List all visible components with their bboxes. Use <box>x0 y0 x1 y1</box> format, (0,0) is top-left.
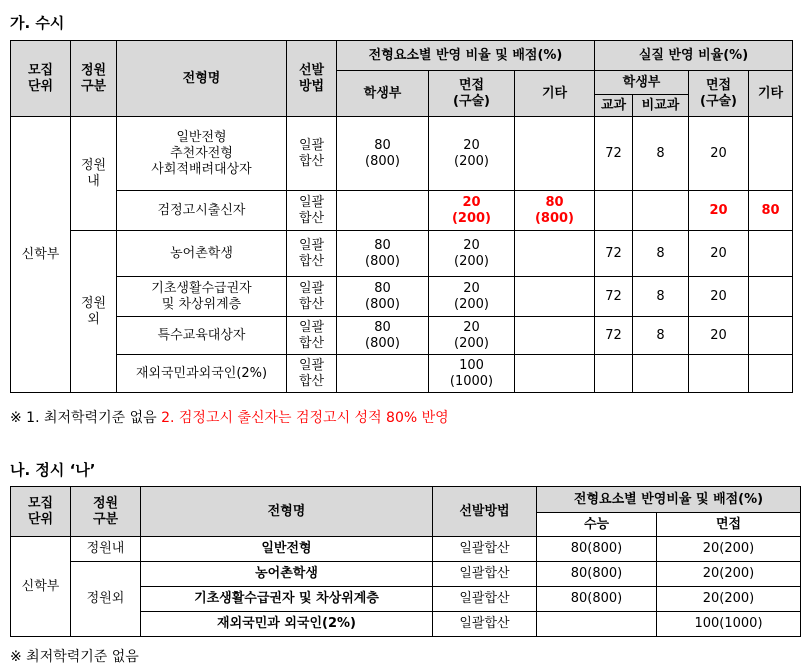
row-gyogwa: 72 <box>595 117 633 191</box>
row-haksaeng: 80 (800) <box>337 231 429 277</box>
quota-in-cell: 정원내 <box>71 537 141 562</box>
row-bigyogwa: 8 <box>633 317 689 355</box>
row-haksaeng <box>337 355 429 393</box>
row-interview: 20(200) <box>657 537 801 562</box>
row-method: 일괄 합산 <box>287 277 337 317</box>
header-gyogwa: 교과 <box>595 95 633 117</box>
jeongsi-note: ※ 최저학력기준 없음 <box>10 649 139 665</box>
row-method: 일괄 합산 <box>287 117 337 191</box>
row-etc <box>515 117 595 191</box>
row-gyogwa <box>595 355 633 393</box>
quota-out-cell: 정원 외 <box>71 231 117 393</box>
header-name: 전형명 <box>141 487 433 537</box>
unit-cell: 신학부 <box>11 117 71 393</box>
row-interview: 20 (200) <box>429 277 515 317</box>
header-bigyogwa: 비교과 <box>633 95 689 117</box>
section-title-susi: 가. 수시 <box>10 14 65 32</box>
row-interview: 20 (200) <box>429 231 515 277</box>
row-real-etc <box>749 231 793 277</box>
row-gyogwa: 72 <box>595 277 633 317</box>
row-etc <box>515 231 595 277</box>
row-name: 농어촌학생 <box>117 231 287 277</box>
row-gyogwa <box>595 191 633 231</box>
row-gyogwa: 72 <box>595 231 633 277</box>
row-haksaeng: 80 (800) <box>337 317 429 355</box>
header-haksaeng: 학생부 <box>337 71 429 117</box>
row-suneung: 80(800) <box>537 562 657 587</box>
header-unit: 모집 단위 <box>11 487 71 537</box>
header-real-etc: 기타 <box>749 71 793 117</box>
row-real-etc <box>749 317 793 355</box>
row-bigyogwa: 8 <box>633 117 689 191</box>
row-method: 일괄 합산 <box>287 231 337 277</box>
susi-note-red: 2. 검정고시 출신자는 검정고시 성적 80% 반영 <box>161 410 449 426</box>
row-interview: 100(1000) <box>657 612 801 637</box>
row-interview: 20 (200) <box>429 117 515 191</box>
row-real-etc: 80 <box>749 191 793 231</box>
row-name: 기초생활수급권자 및 차상위계층 <box>141 587 433 612</box>
header-method: 선발 방법 <box>287 41 337 117</box>
row-interview: 20(200) <box>657 562 801 587</box>
row-bigyogwa: 8 <box>633 231 689 277</box>
header-suneung: 수능 <box>537 513 657 537</box>
row-bigyogwa: 8 <box>633 277 689 317</box>
row-name: 재외국민과외국인(2%) <box>117 355 287 393</box>
jeongsi-table <box>10 486 801 637</box>
unit-cell: 신학부 <box>11 537 71 637</box>
quota-out-cell: 정원외 <box>71 562 141 637</box>
row-real-etc <box>749 117 793 191</box>
row-name: 기초생활수급권자 및 차상위계층 <box>117 277 287 317</box>
header-method: 선발방법 <box>433 487 537 537</box>
row-haksaeng: 80 (800) <box>337 277 429 317</box>
header-real-haksaeng: 학생부 <box>595 71 689 95</box>
row-name: 재외국민과 외국인(2%) <box>141 612 433 637</box>
row-interview: 20 (200) <box>429 317 515 355</box>
row-bigyogwa <box>633 355 689 393</box>
row-etc: 80 (800) <box>515 191 595 231</box>
row-real-etc <box>749 355 793 393</box>
row-real-interview <box>689 355 749 393</box>
row-interview: 20 (200) <box>429 191 515 231</box>
row-suneung: 80(800) <box>537 587 657 612</box>
row-method: 일괄 합산 <box>287 355 337 393</box>
row-real-interview: 20 <box>689 191 749 231</box>
row-real-interview: 20 <box>689 317 749 355</box>
row-gyogwa: 72 <box>595 317 633 355</box>
header-real-interview: 면접 (구술) <box>689 71 749 117</box>
row-method: 일괄합산 <box>433 562 537 587</box>
row-method: 일괄합산 <box>433 587 537 612</box>
header-name: 전형명 <box>117 41 287 117</box>
section-title-jeongsi: 나. 정시 ‘나’ <box>10 461 96 479</box>
row-name: 검정고시출신자 <box>117 191 287 231</box>
row-real-interview: 20 <box>689 231 749 277</box>
header-quota: 정원 구분 <box>71 487 141 537</box>
row-real-etc <box>749 277 793 317</box>
header-interview: 면접 <box>657 513 801 537</box>
quota-in-cell: 정원 내 <box>71 117 117 231</box>
row-haksaeng: 80 (800) <box>337 117 429 191</box>
row-method: 일괄 합산 <box>287 317 337 355</box>
row-name: 일반전형 <box>141 537 433 562</box>
row-method: 일괄 합산 <box>287 191 337 231</box>
header-unit: 모집 단위 <box>11 41 71 117</box>
header-ratio-group: 전형요소별 반영 비율 및 배점(%) <box>337 41 595 71</box>
row-bigyogwa <box>633 191 689 231</box>
header-interview: 면접 (구술) <box>429 71 515 117</box>
row-etc <box>515 355 595 393</box>
row-interview: 20(200) <box>657 587 801 612</box>
row-name: 농어촌학생 <box>141 562 433 587</box>
header-quota: 정원 구분 <box>71 41 117 117</box>
header-ratio-group: 전형요소별 반영비율 및 배점(%) <box>537 487 801 513</box>
row-etc <box>515 317 595 355</box>
row-real-interview: 20 <box>689 117 749 191</box>
row-suneung <box>537 612 657 637</box>
row-method: 일괄합산 <box>433 612 537 637</box>
row-haksaeng <box>337 191 429 231</box>
row-real-interview: 20 <box>689 277 749 317</box>
row-suneung: 80(800) <box>537 537 657 562</box>
row-name: 일반전형 추천자전형 사회적배려대상자 <box>117 117 287 191</box>
header-real-group: 실질 반영 비율(%) <box>595 41 793 71</box>
susi-note-black: ※ 1. 최저학력기준 없음 <box>10 410 157 426</box>
row-etc <box>515 277 595 317</box>
header-etc: 기타 <box>515 71 595 117</box>
row-method: 일괄합산 <box>433 537 537 562</box>
susi-table <box>10 40 793 393</box>
susi-note <box>10 407 449 427</box>
row-name: 특수교육대상자 <box>117 317 287 355</box>
row-interview: 100 (1000) <box>429 355 515 393</box>
